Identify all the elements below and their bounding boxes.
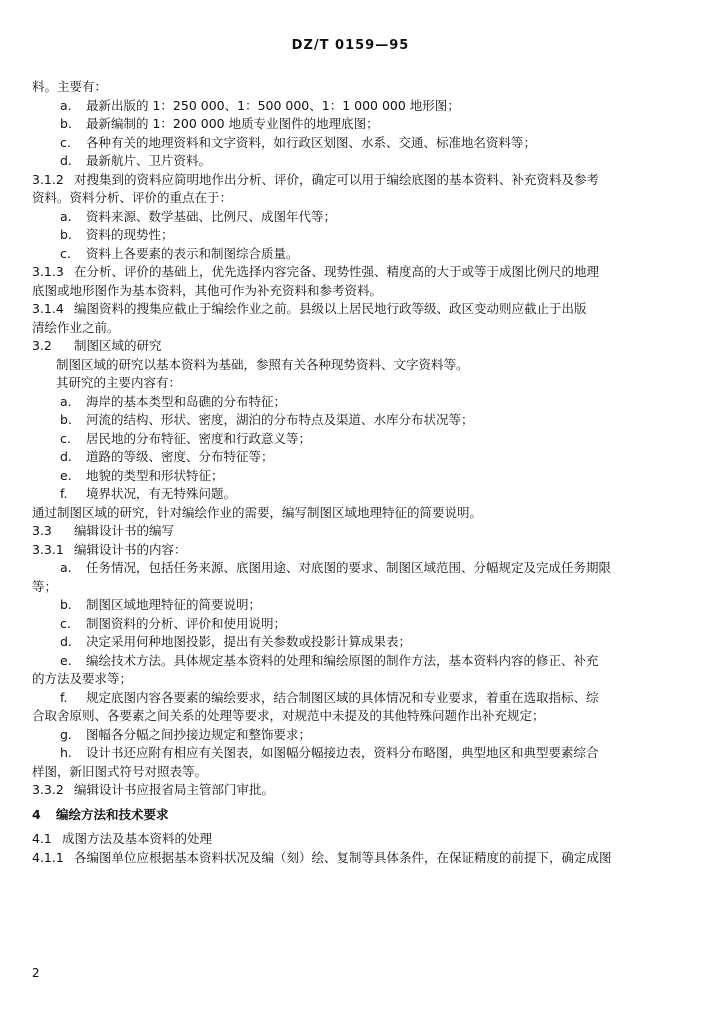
list-item: b. 资料的现势性； xyxy=(60,227,174,242)
list-item: d. 最新航片、卫片资料。 xyxy=(60,153,212,168)
clause-3-1-3: 3.1.3 在分析、评价的基础上，优先选择内容完备、现势性强、精度高的大于或等于成图比例尺的地理 xyxy=(32,264,600,279)
list-item: f. 境界状况，有无特殊问题。 xyxy=(60,486,237,501)
list-item: e. 地貌的类型和形状特征； xyxy=(60,467,224,483)
list-item: c. 居民地的分布特征、密度和行政意义等； xyxy=(60,430,312,446)
list-item: e. 编绘技术方法。具体规定基本资料的处理和编绘原图的制作方法，基本资料内容的修正、补充 xyxy=(60,652,599,668)
text-line: 底图或地形图作为基本资料，其他可作为补充资料和参考资料。 xyxy=(32,282,383,298)
section-3-2-heading: 3.2 制图区域的研究 xyxy=(32,338,162,353)
text-line: 制图区域的研究以基本资料为基础，参照有关各种现势资料、文字资料等。 xyxy=(56,356,469,372)
clause-3-1-2: 3.1.2 对搜集到的资料应简明地作出分析、评价，确定可以用于编绘底图的基本资料、补充资料及参考 xyxy=(32,171,600,187)
page-number: 2 xyxy=(32,966,40,980)
list-item: g. 图幅各分幅之间抄接边规定和整饰要求； xyxy=(60,726,312,742)
list-item: c. 各种有关的地理资料和文字资料，如行政区划图、水系、交通、标准地名资料等； xyxy=(60,134,537,150)
clause-3-1-4: 3.1.4 编图资料的搜集应截止于编绘作业之前。县级以上居民地行政等级、政区变动则应截止于出版 xyxy=(32,301,587,316)
list-item: b. 河流的结构、形状、密度，湖泊的分布特点及渠道、水库分布状况等； xyxy=(60,412,474,427)
list-item: a. 资料来源、数学基础、比例尺、成图年代等； xyxy=(60,208,337,224)
list-item: a. 任务情况，包括任务来源、底图用途、对底图的要求、制图区域范围、分幅规定及完成任务期限 xyxy=(60,560,612,575)
list-item: b. 制图区域地理特征的简要说明； xyxy=(60,597,262,612)
text-line: 通过制图区域的研究，针对编绘作业的需要，编写制图区域地理特征的简要说明。 xyxy=(32,504,483,520)
text-line: 资料。资料分析、评价的重点在于： xyxy=(32,190,233,205)
list-item: b. 最新编制的 1：200 000 地质专业图件的地理底图； xyxy=(60,116,379,131)
document-body xyxy=(32,78,680,867)
list-item: c. 制图资料的分析、评价和使用说明； xyxy=(60,615,287,631)
clause-4-1-1: 4.1.1 各编图单位应根据基本资料状况及编（刻）绘、复制等具体条件，在保证精度的前提下，确定成图 xyxy=(32,849,612,865)
clause-3-3-1: 3.3.1 编辑设计书的内容： xyxy=(32,541,187,557)
clause-3-3-2: 3.3.2 编辑设计书应报省局主管部门审批。 xyxy=(32,782,275,797)
list-item: d. 决定采用何种地图投影，提出有关参数或投影计算成果表； xyxy=(60,634,412,649)
text-line: 其研究的主要内容有： xyxy=(56,375,182,390)
text-line: 合取舍原则、各要素之间关系的处理等要求，对规范中未提及的其他特殊问题作出补充规定； xyxy=(32,708,545,723)
text-line: 等； xyxy=(32,578,58,594)
list-item: f. 规定底图内容各要素的编绘要求，结合制图区域的具体情况和专业要求，着重在选取指标、综 xyxy=(60,689,599,705)
list-item: a. 海岸的基本类型和岛礁的分布特征； xyxy=(60,393,287,409)
list-item: a. 最新出版的 1：250 000、1：500 000、1：1 000 000 地形图； xyxy=(60,97,460,113)
section-4-1-heading: 4.1 成图方法及基本资料的处理 xyxy=(32,831,213,846)
section-3-3-heading: 3.3 编辑设计书的编写 xyxy=(32,523,175,538)
text-line: 样图，新旧图式符号对照表等。 xyxy=(32,763,208,779)
text-line: 的方法及要求等； xyxy=(32,671,133,686)
standard-code-header: DZ/T 0159—95 xyxy=(291,38,410,53)
list-item: d. 道路的等级、密度、分布特征等； xyxy=(60,449,274,464)
chapter-4-heading: 4 编绘方法和技术要求 xyxy=(32,806,169,822)
text-line: 清绘作业之前。 xyxy=(32,319,120,335)
list-item: h. 设计书还应附有相应有关图表，如图幅分幅接边表，资料分布略图，典型地区和典型要素综合 xyxy=(60,745,599,760)
text-line: 料。主要有： xyxy=(32,79,108,94)
list-item: c. 资料上各要素的表示和制图综合质量。 xyxy=(60,245,299,261)
